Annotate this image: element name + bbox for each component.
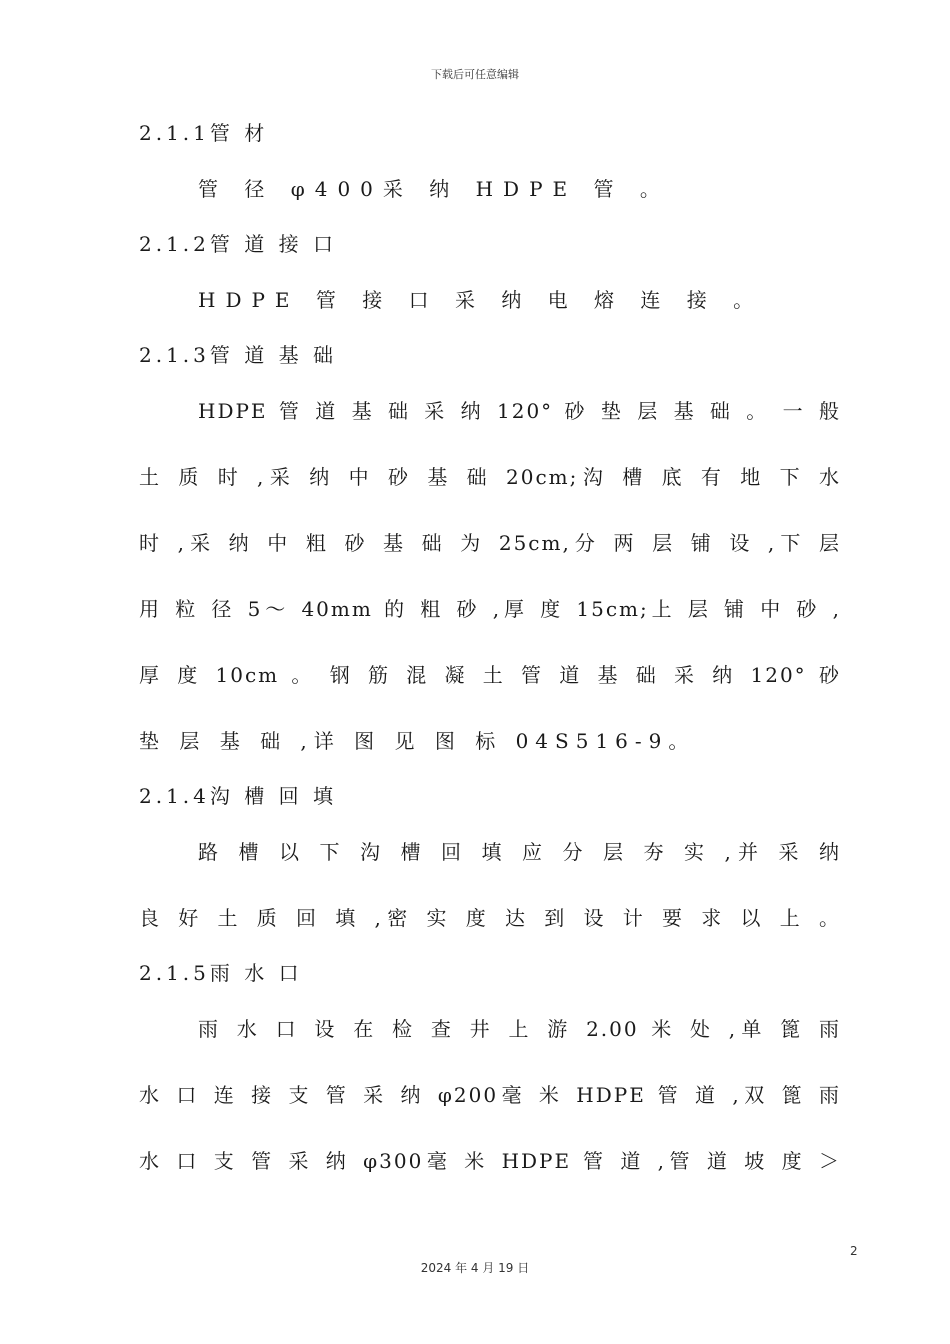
paragraph-foundation-line-6: 垫 层 基 础 ,详 图 见 图 标 04S516-9。 (139, 729, 696, 753)
paragraph-foundation-line-4: 用 粒 径 5～ 40mm 的 粗 砂 ,厚 度 15cm;上 层 铺 中 砂 , (139, 597, 841, 621)
page-number: 2 (850, 1244, 858, 1258)
paragraph-pipe-joint: HDPE 管 接 口 采 纳 电 熔 连 接 。 (198, 288, 764, 312)
footer-date: 2024 年 4 月 19 日 (420, 1261, 530, 1275)
section-heading-2-1-5: 2.1.5雨 水 口 (139, 961, 303, 985)
section-heading-2-1-2: 2.1.2管 道 接 口 (139, 232, 337, 256)
paragraph-inlet-line-1: 雨 水 口 设 在 检 查 井 上 游 2.00 米 处 ,单 篦 雨 (198, 1017, 841, 1041)
paragraph-inlet-line-3: 水 口 支 管 采 纳 φ300毫 米 HDPE 管 道 ,管 道 坡 度 ＞ (139, 1149, 841, 1173)
section-heading-2-1-1: 2.1.1管 材 (139, 121, 269, 145)
paragraph-foundation-line-3: 时 ,采 纳 中 粗 砂 基 础 为 25cm,分 两 层 铺 设 ,下 层 (139, 531, 841, 555)
paragraph-backfill-line-2: 良 好 土 质 回 填 ,密 实 度 达 到 设 计 要 求 以 上 。 (139, 906, 841, 930)
paragraph-pipe-material: 管 径 φ400采 纳 HDPE 管 。 (198, 177, 670, 201)
paragraph-foundation-line-2: 土 质 时 ,采 纳 中 砂 基 础 20cm;沟 槽 底 有 地 下 水 (139, 465, 841, 489)
paragraph-foundation-line-5: 厚 度 10cm 。 钢 筋 混 凝 土 管 道 基 础 采 纳 120° 砂 (139, 663, 841, 687)
section-heading-2-1-3: 2.1.3管 道 基 础 (139, 343, 337, 367)
paragraph-inlet-line-2: 水 口 连 接 支 管 采 纳 φ200毫 米 HDPE 管 道 ,双 篦 雨 (139, 1083, 841, 1107)
paragraph-foundation-line-1: HDPE 管 道 基 础 采 纳 120° 砂 垫 层 基 础 。 一 般 (198, 399, 841, 423)
paragraph-backfill-line-1: 路 槽 以 下 沟 槽 回 填 应 分 层 夯 实 ,并 采 纳 (198, 840, 841, 864)
page-header: 下载后可任意编辑 (431, 68, 519, 81)
section-heading-2-1-4: 2.1.4沟 槽 回 填 (139, 784, 337, 808)
